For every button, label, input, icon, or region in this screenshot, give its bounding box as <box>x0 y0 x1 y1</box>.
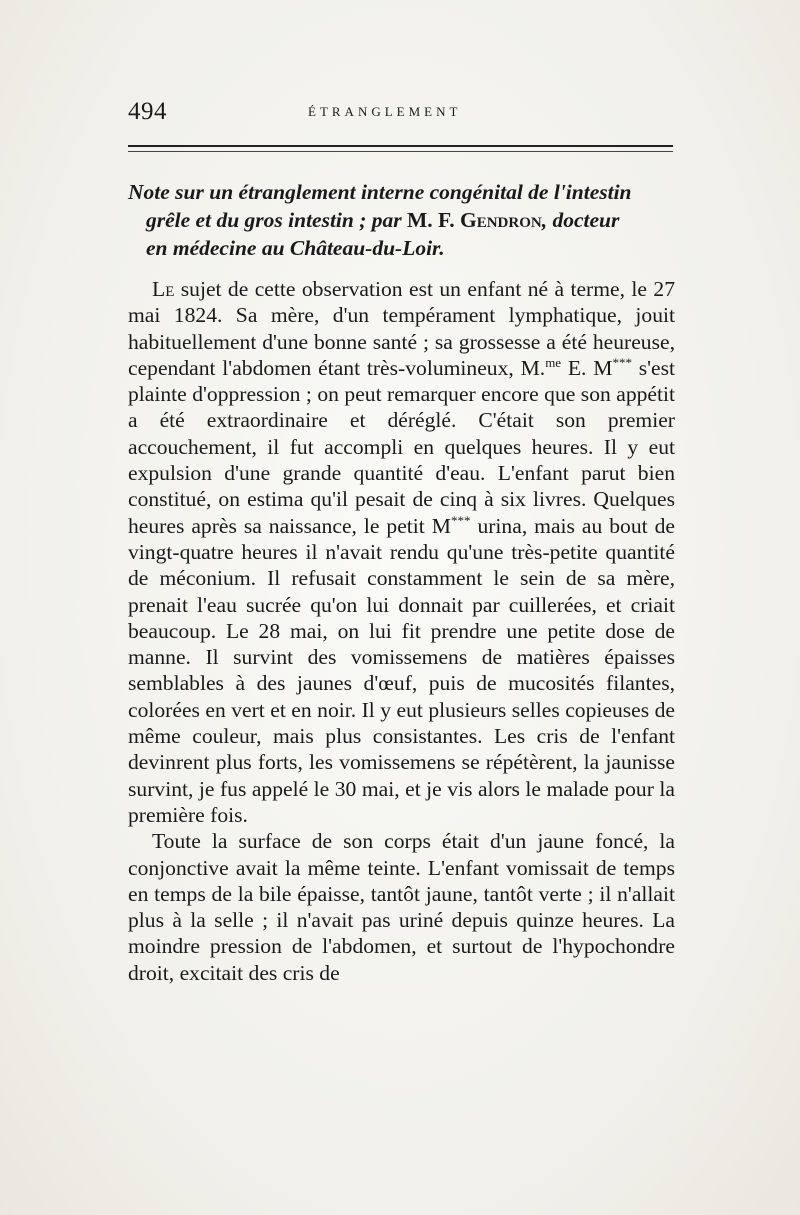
article-body <box>128 276 675 986</box>
page-header <box>128 98 673 132</box>
paragraph-2: Toute la surface de son corps était d'un jaune foncé, la conjonctive avait la même teinte. L'enfant vomissait de temps en temps de la bile épaisse, tantôt jaune, tantôt verte ; il n'allait plus à la selle ; il n'avait pas uriné depuis quinze heures. La moindre pression de l'abdomen, et surtout de l'hypochondre droit, excitait des cris de <box>128 829 675 985</box>
superscript-asterisks: *** <box>612 354 632 370</box>
article-title <box>128 178 678 262</box>
paragraph-1-text-b: E. M <box>561 355 613 380</box>
superscript-asterisks: *** <box>450 512 471 528</box>
title-line-2-text: grêle et du gros intestin ; par <box>146 208 408 232</box>
paragraph-1 <box>128 276 675 828</box>
title-line-3: en médecine au Château-du-Loir. <box>146 236 445 260</box>
page-number: 494 <box>128 98 167 125</box>
author-initials: M. F. <box>407 208 460 232</box>
paragraph-1-text-d: urina, mais au bout de vingt-quatre heures il n'avait rendu qu'une très-petite quantité de méconium. Il refusait constamment le sein de sa mère, prenait l'eau sucrée qu'on lui donnait par cuillerées, et criait beaucoup. Le 28 mai, on lui fit prendre une petite dose de manne. Il survint des vomissemens de matières épaisses semblables à des jaunes d'œuf, puis de mucosités filantes, colorées en vert et en noir. Il y eut plusieurs selles copieuses de même couleur, mais plus consistantes. Les cris de l'enfant devinrent plus forts, les vomissemens se répétèrent, la jaunisse survint, je fus appelé le 30 mai, et je vis alors le malade pour la première fois. <box>128 513 675 827</box>
superscript-me: me <box>545 354 562 370</box>
paragraph-lead-word: Le <box>152 277 175 301</box>
author-title: , docteur <box>541 208 620 232</box>
paragraph-1-text-c: s'est plainte d'oppression ; on peut remarquer encore que son appétit a été extraordinaire et déréglé. C'était son premier accouchement, il fut accompli en quelques heures. Il y eut expulsion d'une grande quantité d'eau. L'enfant parut bien constitué, on estima qu'il pesait de cinq à six livres. Quelques heures après sa naissance, le petit M <box>128 355 675 538</box>
running-head: ÉTRANGLEMENT <box>308 104 462 119</box>
title-line-2 <box>128 206 678 234</box>
header-rule <box>128 145 673 152</box>
paragraph-1-text-a: sujet de cette observation est un enfant né à terme, le 27 mai 1824. Sa mère, d'un tempérament lymphatique, jouit habituellement d'une bonne santé ; sa grossesse a été heureuse, cependant l'abdomen étant très-volumineux, M. <box>128 277 675 380</box>
author-name: Gendron <box>459 208 542 232</box>
title-line-1: Note sur un étranglement interne congénital de l'intestin <box>128 180 632 204</box>
